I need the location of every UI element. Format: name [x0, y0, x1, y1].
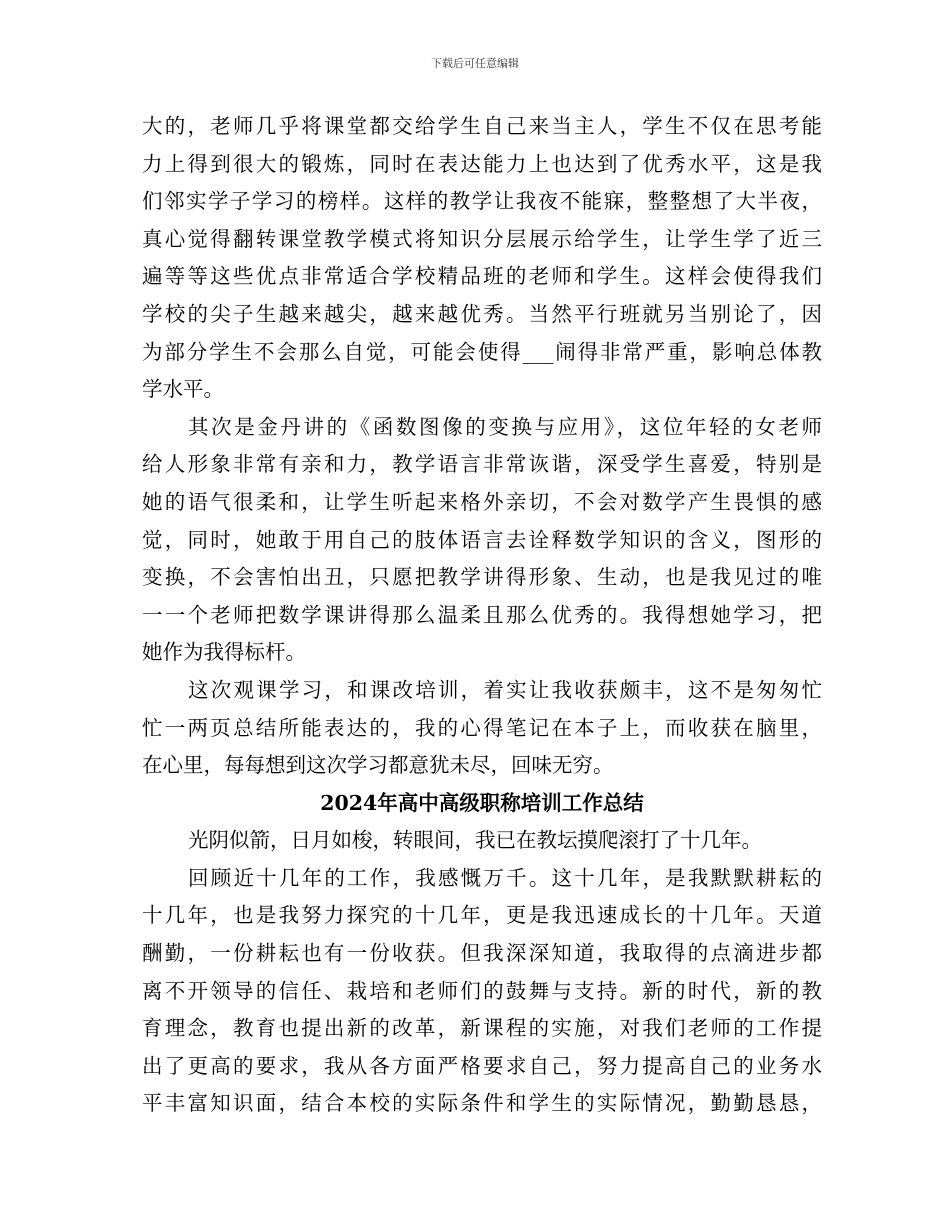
text-line: 学校的尖子生越来越尖，越来越优秀。当然平行班就另当别论了，因	[142, 301, 822, 326]
text-line: 出了更高的要求，我从各方面严格要求自己，努力提高自己的业务水	[142, 1053, 822, 1078]
paragraph-start: 其次是金丹讲的《函数图像的变换与应用》，这位年轻的女老师	[188, 414, 822, 439]
text-line: 变换，不会害怕出丑，只愿把教学讲得形象、生动，也是我见过的唯	[142, 565, 822, 590]
text-line: 遍等等这些优点非常适合学校精品班的老师和学生。这样会使得我们	[142, 264, 822, 289]
text-line: 离不开领导的信任、栽培和老师们的鼓舞与支持。新的时代，新的教	[142, 978, 822, 1003]
text-line: 育理念，教育也提出新的改革，新课程的实施，对我们老师的工作提	[142, 1016, 822, 1041]
page-header: 下载后可任意编辑	[431, 57, 519, 70]
text-line: 觉，同时，她敢于用自己的肢体语言去诠释数学知识的含义，图形的	[142, 527, 822, 552]
text-line: 大的，老师几乎将课堂都交给学生自己来当主人，学生不仅在思考能	[142, 114, 822, 138]
paragraph-start: 光阴似箭，日月如梭，转眼间，我已在教坛摸爬滚打了十几年。	[188, 828, 762, 853]
text-line: 她作为我得标杆。	[142, 640, 306, 665]
text-line: 给人形象非常有亲和力，教学语言非常诙谐，深受学生喜爱，特别是	[142, 452, 822, 477]
text-line: 忙一两页总结所能表达的，我的心得笔记在本子上，而收获在脑里，	[142, 715, 822, 740]
document-body	[142, 108, 822, 1123]
text-line: 学水平。	[142, 377, 224, 402]
paragraph-start: 回顾近十几年的工作，我感慨万千。这十几年，是我默默耕耘的	[188, 865, 822, 890]
section-title: 2024年高中高级职称培训工作总结	[320, 790, 644, 815]
text-line: 在心里，每每想到这次学习都意犹未尽，回味无穷。	[142, 753, 614, 778]
text-line: 平丰富知识面，结合本校的实际条件和学生的实际情况，勤勤恳恳，	[142, 1091, 822, 1116]
text-line: 酬勤，一份耕耘也有一份收获。但我深深知道，我取得的点滴进步都	[142, 941, 822, 966]
text-line: 为部分学生不会那么自觉，可能会使得___闹得非常严重，影响总体教	[142, 339, 822, 364]
text-line: 力上得到很大的锻炼，同时在表达能力上也达到了优秀水平，这是我	[142, 151, 822, 176]
text-line: 一一个老师把数学课讲得那么温柔且那么优秀的。我得想她学习，把	[142, 602, 822, 627]
text-line: 十几年，也是我努力探究的十几年，更是我迅速成长的十几年。天道	[142, 903, 822, 928]
paragraph-start: 这次观课学习，和课改培训，着实让我收获颇丰，这不是匆匆忙	[188, 677, 822, 702]
text-line: 她的语气很柔和，让学生听起来格外亲切，不会对数学产生畏惧的感	[142, 489, 822, 514]
text-line: 们邻实学子学习的榜样。这样的教学让我夜不能寐，整整想了大半夜，	[142, 189, 822, 214]
text-line: 真心觉得翻转课堂教学模式将知识分层展示给学生，让学生学了近三	[142, 226, 822, 251]
